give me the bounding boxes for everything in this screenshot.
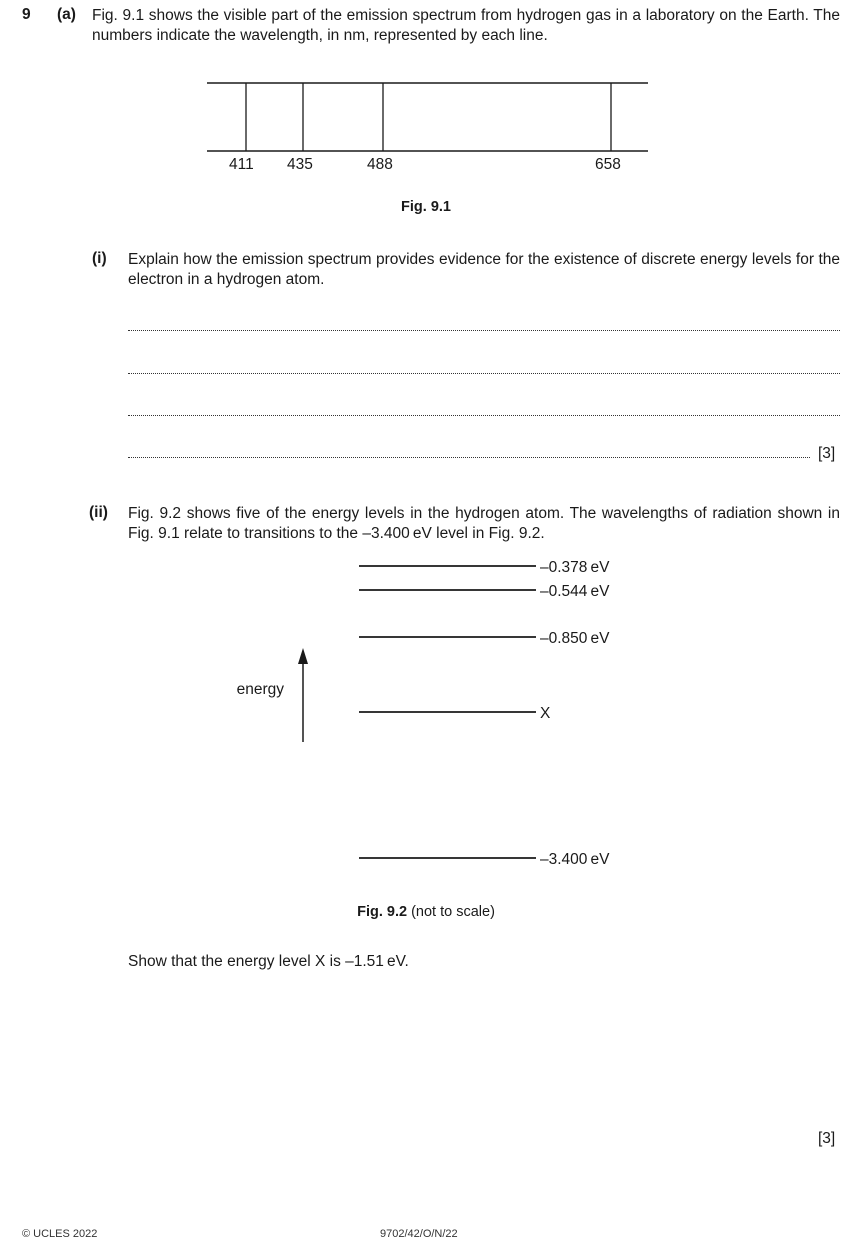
energy-level-label-1: –0.378 eV	[540, 559, 610, 576]
question-number: 9	[22, 6, 31, 23]
wavelength-label-435: 435	[287, 156, 313, 173]
part-ii-text: Fig. 9.2 shows five of the energy levels in the hydrogen atom. The wavelengths of radiation shown in Fig. 9.1 relate to transitions to the –3.400 eV level in Fig. 9.2.	[128, 505, 840, 542]
question-intro: Fig. 9.1 shows the visible part of the emission spectrum from hydrogen gas in a laboratory on the Earth. The numbers indicate the wavelength, in nm, represented by each line.	[92, 7, 840, 44]
energy-arrow-head	[298, 648, 308, 664]
wavelength-label-411: 411	[229, 156, 254, 173]
fig-9-2-caption	[276, 904, 576, 920]
footer-copyright: © UCLES 2022	[22, 1228, 98, 1240]
fig-9-2-caption-label: Fig. 9.2	[357, 904, 408, 920]
energy-level-label-5: –3.400 eV	[540, 851, 610, 868]
part-ii-prompt: Show that the energy level X is –1.51 eV.	[128, 953, 409, 970]
answer-line-3[interactable]	[128, 415, 840, 416]
energy-level-label-2: –0.544 eV	[540, 583, 610, 600]
answer-line-1[interactable]	[128, 330, 840, 331]
fig-9-2-caption-note: (not to scale)	[407, 904, 495, 920]
part-i-marks: [3]	[818, 445, 836, 462]
footer-code: 9702/42/O/N/22	[380, 1228, 458, 1240]
wavelength-label-658: 658	[595, 156, 621, 173]
energy-level-label-3: –0.850 eV	[540, 630, 610, 647]
energy-level-label-x: X	[540, 705, 551, 722]
part-i-text: Explain how the emission spectrum provides evidence for the existence of discrete energy levels for the electron in a hydrogen atom.	[128, 251, 840, 288]
energy-level-diagram	[220, 552, 650, 882]
part-i-label: (i)	[92, 250, 107, 267]
answer-line-2[interactable]	[128, 373, 840, 374]
energy-axis-label: energy	[236, 681, 284, 698]
emission-spectrum-figure	[200, 76, 660, 180]
answer-line-4[interactable]	[128, 457, 810, 458]
fig-9-1-caption: Fig. 9.1	[401, 199, 451, 215]
part-a-label: (a)	[57, 6, 76, 23]
part-ii-label: (ii)	[89, 504, 108, 521]
part-ii-marks: [3]	[818, 1130, 836, 1147]
wavelength-label-488: 488	[367, 156, 393, 173]
